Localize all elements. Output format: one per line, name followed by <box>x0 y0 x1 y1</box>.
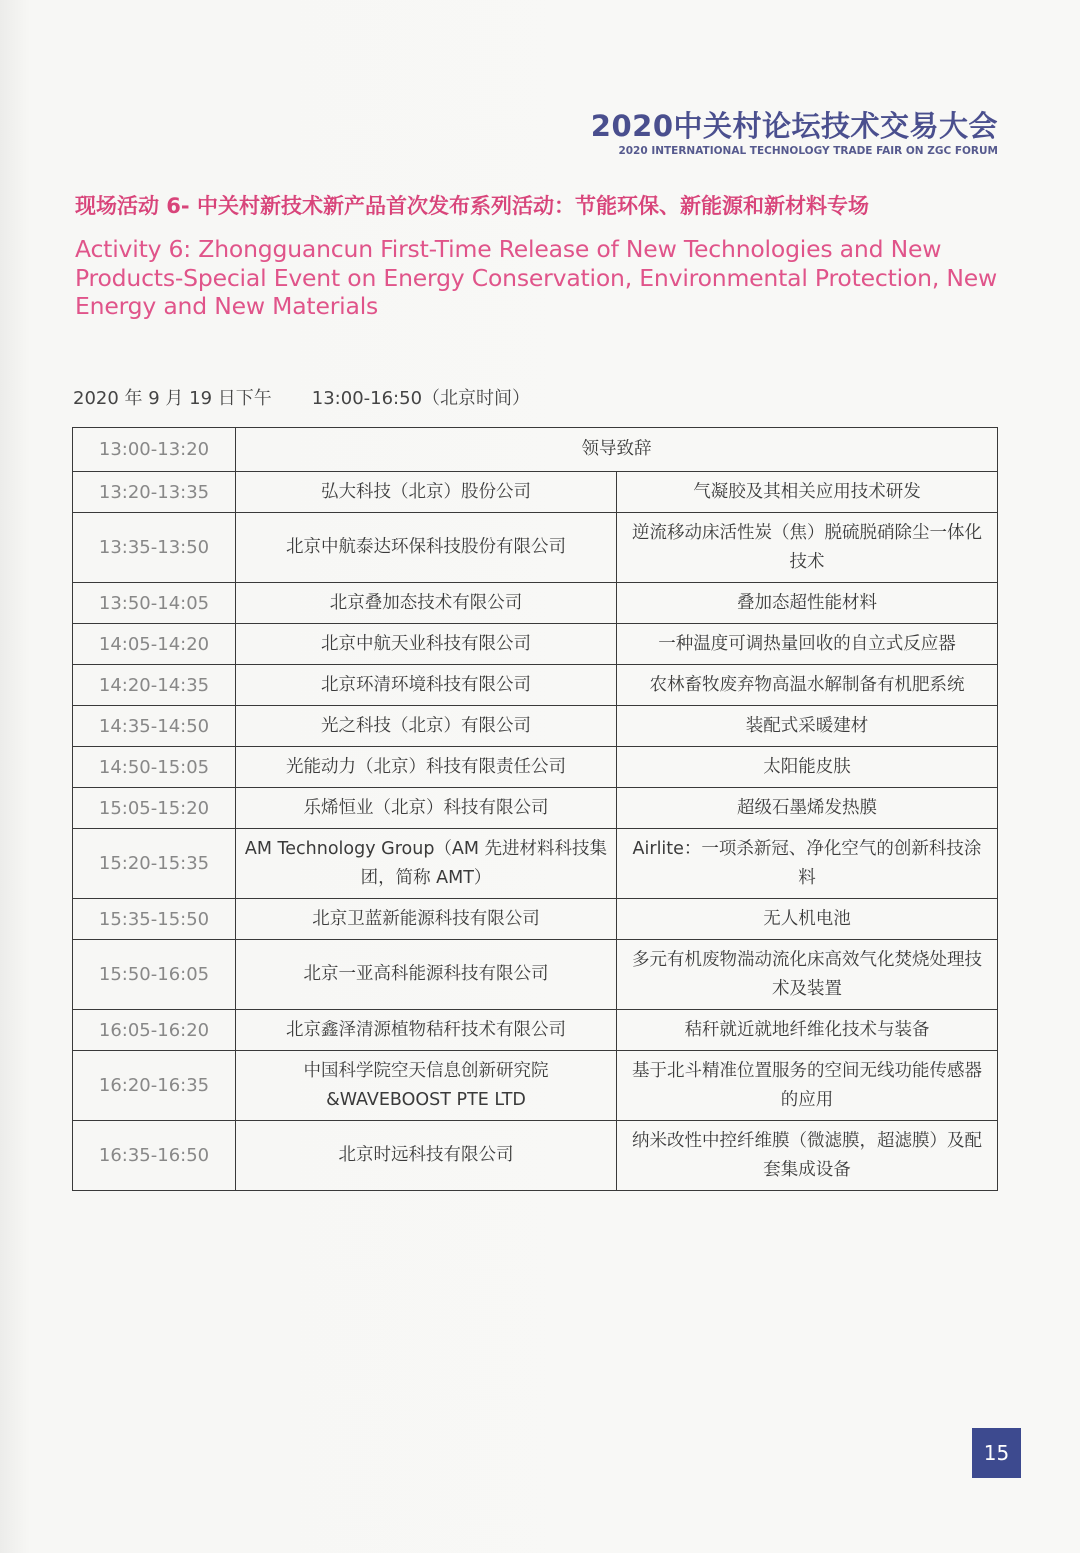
schedule-date-line <box>73 384 530 410</box>
table-row <box>73 829 998 899</box>
table-row-opening <box>73 428 998 472</box>
table-row <box>73 1121 998 1191</box>
activity-title-cn: 现场活动 6- 中关村新技术新产品首次发布系列活动：节能环保、新能源和新材料专场 <box>75 194 869 218</box>
time-cell: 15:50-16:05 <box>73 940 236 1010</box>
schedule-time: 13:00-16:50（北京时间） <box>311 388 531 409</box>
time-cell: 16:35-16:50 <box>73 1121 236 1191</box>
table-row <box>73 1010 998 1051</box>
time-cell: 13:50-14:05 <box>73 583 236 624</box>
header-title: 2020中关村论坛技术交易大会 <box>590 109 998 143</box>
time-cell: 13:20-13:35 <box>73 472 236 513</box>
project-cell: 装配式采暖建材 <box>617 706 998 747</box>
project-cell: 无人机电池 <box>617 899 998 940</box>
table-row <box>73 788 998 829</box>
time-cell: 13:00-13:20 <box>73 428 236 472</box>
time-cell: 15:20-15:35 <box>73 829 236 899</box>
time-cell: 14:35-14:50 <box>73 706 236 747</box>
time-cell: 16:20-16:35 <box>73 1051 236 1121</box>
project-cell: 一种温度可调热量回收的自立式反应器 <box>617 624 998 665</box>
project-cell: 秸秆就近就地纤维化技术与装备 <box>617 1010 998 1051</box>
company-cell: 北京中航天业科技有限公司 <box>236 624 617 665</box>
table-row <box>73 472 998 513</box>
time-cell: 14:05-14:20 <box>73 624 236 665</box>
company-cell: 光之科技（北京）有限公司 <box>236 706 617 747</box>
time-cell: 16:05-16:20 <box>73 1010 236 1051</box>
header-subtitle: 2020 INTERNATIONAL TECHNOLOGY TRADE FAIR ON ZGC FORUM <box>618 145 998 157</box>
table-row <box>73 513 998 583</box>
time-cell: 15:35-15:50 <box>73 899 236 940</box>
project-cell: Airlite：一项杀新冠、净化空气的创新科技涂料 <box>617 829 998 899</box>
project-cell: 叠加态超性能材料 <box>617 583 998 624</box>
time-cell: 14:20-14:35 <box>73 665 236 706</box>
table-row <box>73 706 998 747</box>
schedule-date: 2020 年 9 月 19 日下午 <box>73 388 272 409</box>
company-cell: 北京鑫泽清源植物秸秆技术有限公司 <box>236 1010 617 1051</box>
page-number-badge: 15 <box>972 1428 1021 1478</box>
table-row <box>73 1051 998 1121</box>
time-cell: 15:05-15:20 <box>73 788 236 829</box>
table-row <box>73 665 998 706</box>
schedule-table <box>72 427 998 1191</box>
table-row <box>73 624 998 665</box>
project-cell: 太阳能皮肤 <box>617 747 998 788</box>
company-cell: 中国科学院空天信息创新研究院 &WAVEBOOST PTE LTD <box>236 1051 617 1121</box>
project-cell: 超级石墨烯发热膜 <box>617 788 998 829</box>
company-cell: 北京环清环境科技有限公司 <box>236 665 617 706</box>
project-cell: 基于北斗精准位置服务的空间无线功能传感器的应用 <box>617 1051 998 1121</box>
project-cell: 气凝胶及其相关应用技术研发 <box>617 472 998 513</box>
table-row <box>73 899 998 940</box>
project-cell: 多元有机废物湍动流化床高效气化焚烧处理技术及装置 <box>617 940 998 1010</box>
company-cell: 北京中航泰达环保科技股份有限公司 <box>236 513 617 583</box>
project-cell: 逆流移动床活性炭（焦）脱硫脱硝除尘一体化技术 <box>617 513 998 583</box>
time-cell: 13:35-13:50 <box>73 513 236 583</box>
company-cell: 乐烯恒业（北京）科技有限公司 <box>236 788 617 829</box>
project-cell: 农林畜牧废弃物高温水解制备有机肥系统 <box>617 665 998 706</box>
time-cell: 14:50-15:05 <box>73 747 236 788</box>
table-row <box>73 940 998 1010</box>
company-cell: 光能动力（北京）科技有限责任公司 <box>236 747 617 788</box>
company-cell: 北京一亚高科能源科技有限公司 <box>236 940 617 1010</box>
company-cell: 北京时远科技有限公司 <box>236 1121 617 1191</box>
opening-cell: 领导致辞 <box>236 428 998 472</box>
table-row <box>73 747 998 788</box>
company-cell: 北京卫蓝新能源科技有限公司 <box>236 899 617 940</box>
company-cell: 北京叠加态技术有限公司 <box>236 583 617 624</box>
company-cell: 弘大科技（北京）股份公司 <box>236 472 617 513</box>
project-cell: 纳米改性中控纤维膜（微滤膜，超滤膜）及配套集成设备 <box>617 1121 998 1191</box>
company-cell: AM Technology Group（AM 先进材料科技集团，简称 AMT） <box>236 829 617 899</box>
activity-title-en: Activity 6: Zhongguancun First-Time Release of New Technologies and New Products-Special Event on Energy Conservation, Environmental Protection, New Energy and New Materials <box>75 235 998 320</box>
table-row <box>73 583 998 624</box>
